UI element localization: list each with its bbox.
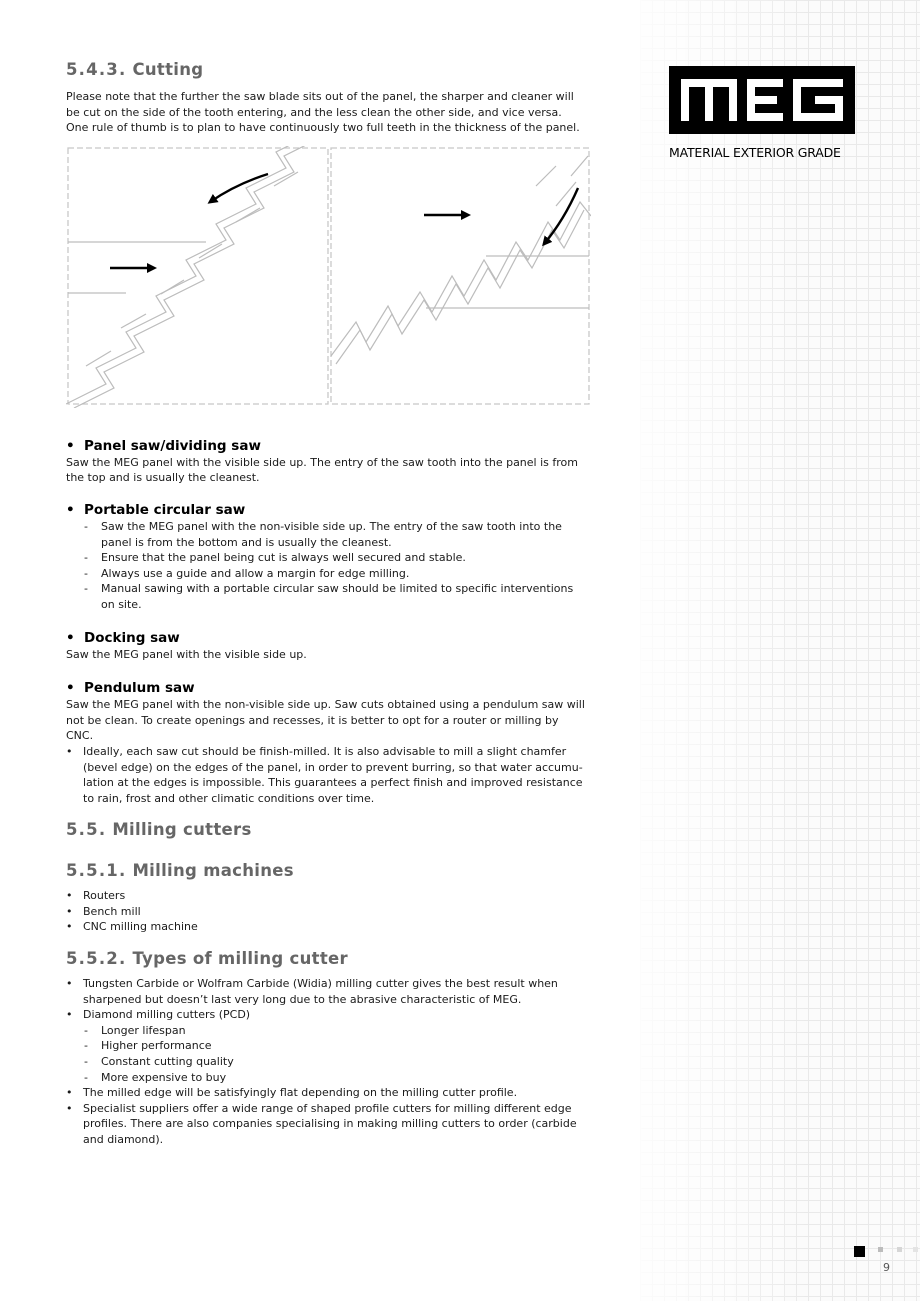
right-saw-blade-teeth (331, 156, 591, 364)
list-item: - More expensive to buy (66, 1070, 591, 1086)
left-panel-frame (68, 148, 328, 404)
milling-cutter-types-list (66, 976, 591, 1148)
list-item: • Routers (66, 888, 591, 904)
left-saw-blade-teeth (66, 146, 328, 408)
grid-background (640, 0, 920, 1301)
section-heading-5-5: 5.5. Milling cutters (66, 820, 252, 840)
list-item: • Ideally, each saw cut should be finish-milled. It is also advisable to mill a slight chamfer (bevel edge) on the edges of the panel, in order to prevent burring, so that water accumu- lation at the edges is impossible. This guarantees a perfect finish and improved resistance to rain, frost and other climatic conditions over time. (66, 744, 591, 806)
page-marker (897, 1247, 902, 1252)
list-item: - Always use a guide and allow a margin for edge milling. (66, 566, 591, 582)
meg-logo (669, 66, 855, 160)
right-panel-frame (331, 148, 589, 404)
rotation-arrow-left (210, 174, 268, 202)
right-panel-lines (426, 256, 589, 308)
milling-machines-list (66, 888, 591, 935)
main-content (66, 60, 591, 1148)
portable-saw-list (66, 519, 591, 613)
page-number: 9 (883, 1261, 890, 1274)
logo-tagline: MATERIAL EXTERIOR GRADE (669, 145, 841, 160)
pendulum-bullet-list (66, 744, 591, 806)
intro-paragraph: Please note that the further the saw blade sits out of the panel, the sharper and cleaner will be cut on the side of the tooth entering, and the less clean the other side, and vice versa. One rule of thumb is to plan to have continuously two full teeth in the thickness of the panel. (66, 90, 580, 135)
portable-saw-heading: • Portable circular saw (66, 501, 246, 518)
portable-saw-section (66, 502, 591, 613)
list-item: - Longer lifespan (66, 1023, 591, 1039)
list-item: • CNC milling machine (66, 919, 591, 935)
list-item: - Saw the MEG panel with the non-visible side up. The entry of the saw tooth into the panel is from the bottom and is usually the cleanest. (66, 519, 591, 550)
list-item: • Specialist suppliers offer a wide range of shaped profile cutters for milling different edge profiles. There are also companies specialising in making milling cutters to order (carbide and diamond). (66, 1101, 591, 1148)
panel-saw-section: • Panel saw/dividing saw Saw the MEG panel with the visible side up. The entry of the saw tooth into the panel is from the top and is usually the cleanest. (66, 438, 591, 486)
section-heading-5-5-1: 5.5.1. Milling machines (66, 861, 294, 881)
list-item: • Tungsten Carbide or Wolfram Carbide (Widia) milling cutter gives the best result when sharpened but doesn’t last very long due to the abrasive characteristic of MEG. (66, 976, 591, 1007)
docking-saw-heading: • Docking saw (66, 629, 180, 646)
pcd-sub-list (66, 1023, 591, 1085)
page-marker-active (854, 1246, 865, 1257)
saw-cutting-diagram (66, 146, 591, 408)
list-item: • Diamond milling cutters (PCD) - Longer lifespan - Higher performance - Constant cutting quality - More expensive to buy (66, 1007, 591, 1085)
pendulum-saw-section: • Pendulum saw Saw the MEG panel with the non-visible side up. Saw cuts obtained using a pendulum saw will not be clean. To create openings and recesses, it is better to opt for a router or milling by CNC. • Ideally, each saw cut should be finish-milled. It is also advisable to mill a slight chamfer (bevel edge) on the edges of the panel, in order to prevent burring, so that water accumu- lation at the edges is impossible. This guarantees a perfect finish and improved resistance to rain, frost and other climatic conditions over time. (66, 680, 591, 806)
meg-logo-mark (669, 66, 855, 134)
section-heading-5-4-3: 5.4.3. Cutting (66, 60, 204, 79)
section-heading-5-5-2: 5.5.2. Types of milling cutter (66, 949, 348, 969)
list-item: - Ensure that the panel being cut is always well secured and stable. (66, 550, 591, 566)
list-item: • Bench mill (66, 904, 591, 920)
direction-arrows (110, 174, 578, 268)
list-item: - Manual sawing with a portable circular saw should be limited to specific interventions on site. (66, 581, 591, 612)
pendulum-saw-heading: • Pendulum saw (66, 680, 195, 697)
panel-saw-heading: • Panel saw/dividing saw (66, 437, 261, 454)
page-marker (913, 1247, 918, 1252)
list-item: - Higher performance (66, 1038, 591, 1054)
page-marker (878, 1247, 883, 1252)
docking-saw-section: • Docking saw Saw the MEG panel with the visible side up. (66, 630, 591, 663)
list-item: - Constant cutting quality (66, 1054, 591, 1070)
list-item: • The milled edge will be satisfyingly flat depending on the milling cutter profile. (66, 1085, 591, 1101)
